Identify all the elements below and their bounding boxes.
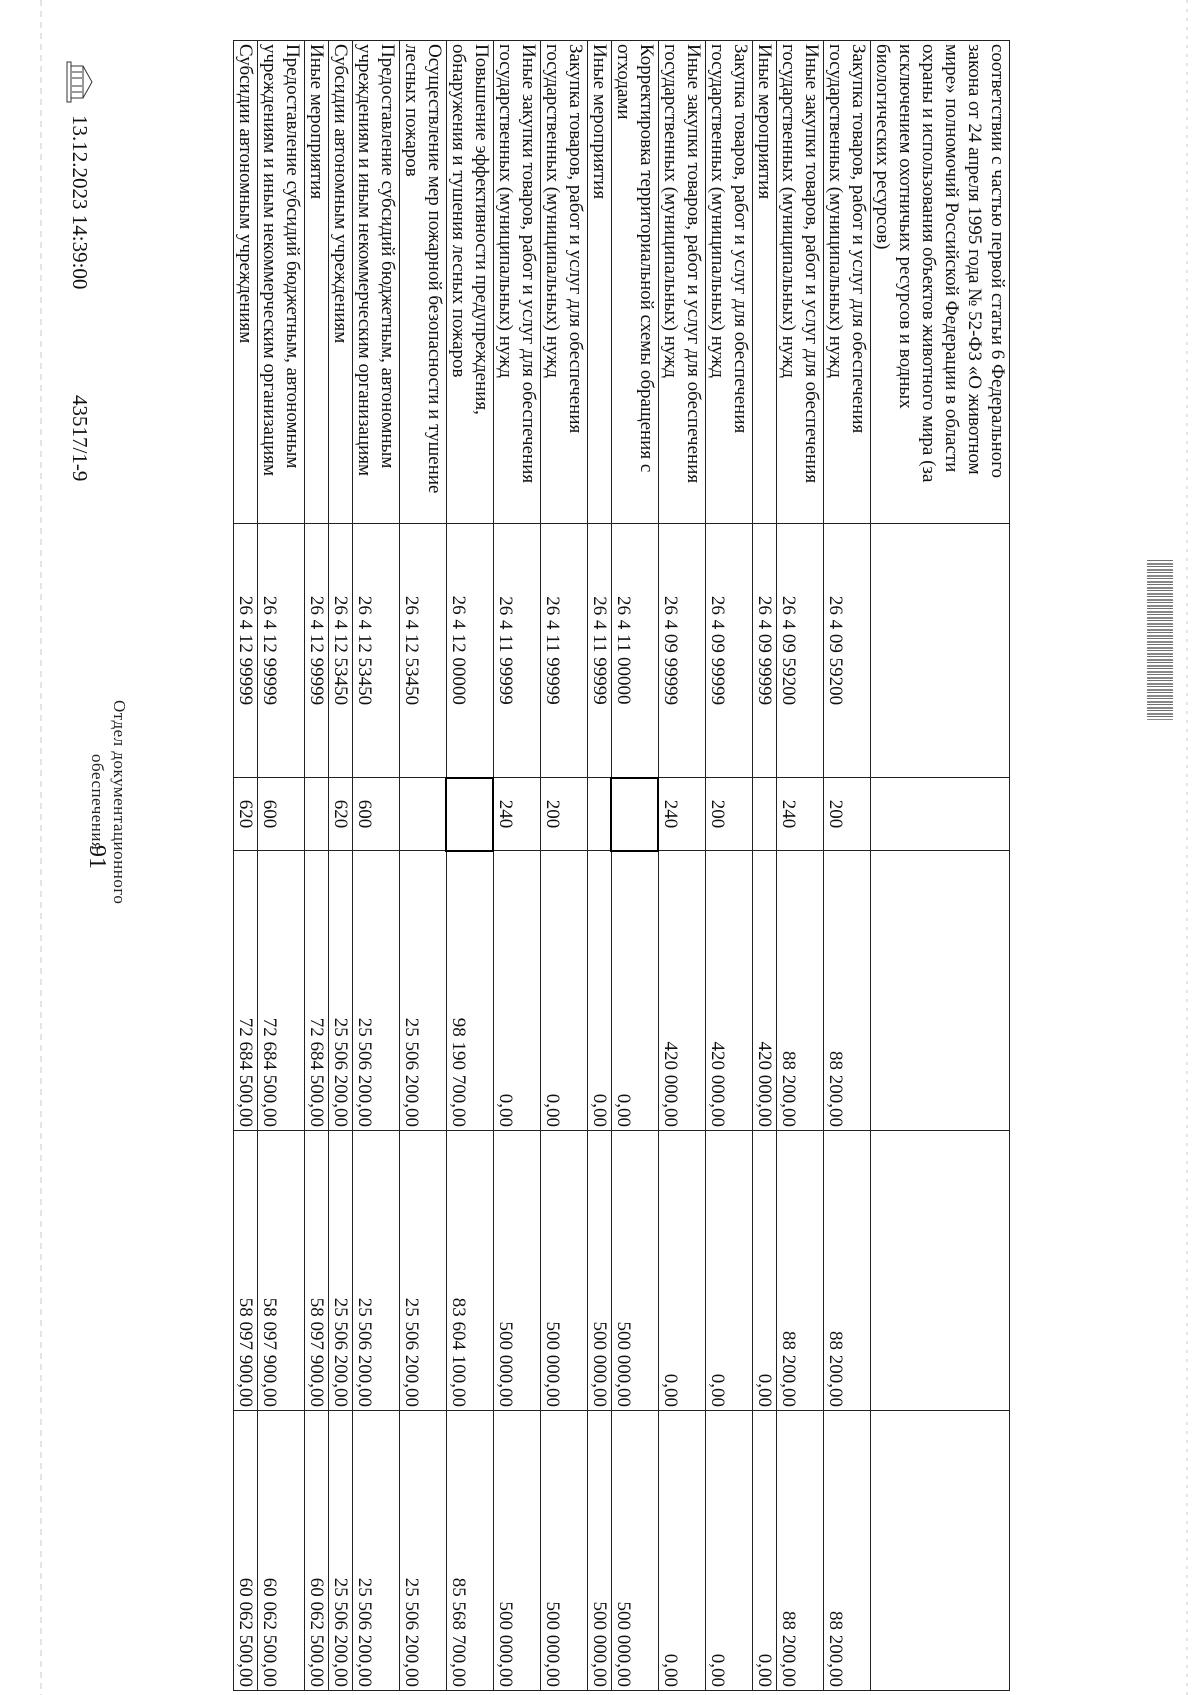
page-number: 91 (84, 845, 110, 869)
row-amount-year1-cell: 0,00 (494, 851, 541, 1131)
row-name-cell: Закупка товаров, работ и услуг для обеспечения государственных (муниципальных) нужд (541, 41, 588, 524)
row-code-cell: 26 4 12 99999 (305, 524, 329, 778)
row-name-cell: Иные закупки товаров, работ и услуг для обеспечения государственных (муниципальных) нужд (494, 41, 541, 524)
row-code-cell: 26 4 09 59200 (824, 524, 871, 778)
row-amount-year3-cell: 0,00 (659, 1411, 706, 1691)
row-name-cell: Предоставление субсидий бюджетным, автономным учреждениям и иным некоммерческим организациям (258, 41, 305, 524)
table-row (824, 41, 871, 1691)
row-amount-year3-cell: 60 062 500,00 (305, 1411, 329, 1691)
row-name-cell: Закупка товаров, работ и услуг для обеспечения государственных (муниципальных) нужд (824, 41, 871, 524)
row-amount-year3-cell: 500 000,00 (541, 1411, 588, 1691)
row-amount-year1-cell: 0,00 (541, 851, 588, 1131)
row-amount-year2-cell: 0,00 (706, 1131, 753, 1411)
row-amount-year3-cell: 0,00 (706, 1411, 753, 1691)
row-expense-type-cell (588, 778, 612, 851)
row-amount-year1-cell: 72 684 500,00 (258, 851, 305, 1131)
row-amount-year2-cell: 25 506 200,00 (329, 1131, 353, 1411)
table-row (447, 41, 494, 1691)
rotated-page (50, 40, 1200, 1690)
row-expense-type-cell (753, 778, 777, 851)
row-amount-year1-cell: 72 684 500,00 (305, 851, 329, 1131)
row-amount-year3-cell (871, 1411, 1010, 1691)
table-row (588, 41, 612, 1691)
row-name-cell: Субсидии автономным учреждениям (329, 41, 353, 524)
row-name-cell: Иные мероприятия (588, 41, 612, 524)
row-expense-type-cell: 600 (258, 778, 305, 851)
table-row (871, 41, 1010, 1691)
row-amount-year3-cell: 60 062 500,00 (234, 1411, 258, 1691)
row-amount-year1-cell: 0,00 (588, 851, 612, 1131)
row-amount-year2-cell: 500 000,00 (541, 1131, 588, 1411)
row-expense-type-cell (447, 778, 494, 851)
row-code-cell: 26 4 12 00000 (447, 524, 494, 778)
row-expense-type-cell: 620 (234, 778, 258, 851)
row-amount-year3-cell: 25 506 200,00 (353, 1411, 400, 1691)
row-amount-year3-cell: 60 062 500,00 (258, 1411, 305, 1691)
row-name-cell: Иные мероприятия (305, 41, 329, 524)
row-name-cell: Субсидии автономным учреждениям (234, 41, 258, 524)
row-code-cell: 26 4 12 99999 (258, 524, 305, 778)
row-amount-year2-cell: 83 604 100,00 (447, 1131, 494, 1411)
scan-edge-artifact (40, 0, 42, 1695)
row-code-cell: 26 4 12 53450 (353, 524, 400, 778)
row-amount-year3-cell: 500 000,00 (612, 1411, 659, 1691)
row-amount-year2-cell: 25 506 200,00 (353, 1131, 400, 1411)
row-amount-year1-cell: 98 190 700,00 (447, 851, 494, 1131)
table-row (753, 41, 777, 1691)
row-amount-year3-cell: 500 000,00 (494, 1411, 541, 1691)
row-amount-year1-cell: 88 200,00 (824, 851, 871, 1131)
row-amount-year2-cell: 58 097 900,00 (258, 1131, 305, 1411)
building-logo-icon (65, 60, 95, 104)
row-code-cell: 26 4 11 99999 (494, 524, 541, 778)
row-amount-year3-cell: 85 568 700,00 (447, 1411, 494, 1691)
row-amount-year1-cell: 88 200,00 (777, 851, 824, 1131)
row-amount-year1-cell: 0,00 (612, 851, 659, 1131)
row-name-cell: Закупка товаров, работ и услуг для обеспечения государственных (муниципальных) нужд (706, 41, 753, 524)
row-amount-year1-cell: 72 684 500,00 (234, 851, 258, 1131)
row-amount-year2-cell: 25 506 200,00 (400, 1131, 447, 1411)
row-code-cell: 26 4 09 99999 (753, 524, 777, 778)
row-amount-year2-cell: 88 200,00 (777, 1131, 824, 1411)
row-name-cell: Предоставление субсидий бюджетным, автономным учреждениям и иным некоммерческим организациям (353, 41, 400, 524)
row-name-cell: соответствии с частью первой статьи 6 Федерального закона от 24 апреля 1995 года № 52-ФЗ «О животном мире» полномочий Российской Федерации в области охраны и использования объектов животного мира (за исключением охотничьих ресурсов и водных биологических ресурсов) (871, 41, 1010, 524)
row-expense-type-cell: 620 (329, 778, 353, 851)
row-expense-type-cell: 600 (353, 778, 400, 851)
table-row (659, 41, 706, 1691)
row-name-cell: Иные мероприятия (753, 41, 777, 524)
row-amount-year3-cell: 25 506 200,00 (400, 1411, 447, 1691)
table-row (541, 41, 588, 1691)
row-amount-year3-cell: 88 200,00 (777, 1411, 824, 1691)
row-amount-year1-cell: 420 000,00 (706, 851, 753, 1131)
row-expense-type-cell: 240 (777, 778, 824, 851)
row-expense-type-cell: 200 (541, 778, 588, 851)
row-name-cell: Повышение эффективности предупреждения, обнаружения и тушения лесных пожаров (447, 41, 494, 524)
document-code: 43517/1-9 (68, 395, 92, 482)
table-row (494, 41, 541, 1691)
row-amount-year2-cell: 0,00 (753, 1131, 777, 1411)
table-row (400, 41, 447, 1691)
row-amount-year2-cell: 500 000,00 (494, 1131, 541, 1411)
row-code-cell: 26 4 11 99999 (541, 524, 588, 778)
row-amount-year2-cell: 88 200,00 (824, 1131, 871, 1411)
print-date: 13.12.2023 14:39:00 (68, 115, 92, 290)
row-code-cell: 26 4 09 59200 (777, 524, 824, 778)
row-expense-type-cell: 200 (706, 778, 753, 851)
row-code-cell (871, 524, 1010, 778)
row-amount-year1-cell: 25 506 200,00 (329, 851, 353, 1131)
row-name-cell: Корректировка территориальной схемы обращения с отходами (612, 41, 659, 524)
row-code-cell: 26 4 11 99999 (588, 524, 612, 778)
row-amount-year1-cell: 420 000,00 (753, 851, 777, 1131)
row-amount-year3-cell: 25 506 200,00 (329, 1411, 353, 1691)
row-name-cell: Иные закупки товаров, работ и услуг для обеспечения государственных (муниципальных) нужд (777, 41, 824, 524)
row-amount-year1-cell (871, 851, 1010, 1131)
row-amount-year2-cell: 0,00 (659, 1131, 706, 1411)
stamp-line: обеспечения (88, 754, 107, 851)
row-amount-year2-cell (871, 1131, 1010, 1411)
row-amount-year2-cell: 500 000,00 (588, 1131, 612, 1411)
row-amount-year1-cell: 25 506 200,00 (353, 851, 400, 1131)
row-code-cell: 26 4 11 00000 (612, 524, 659, 778)
row-code-cell: 26 4 09 99999 (706, 524, 753, 778)
row-expense-type-cell: 240 (659, 778, 706, 851)
row-name-cell: Осуществление мер пожарной безопасности и тушение лесных пожаров (400, 41, 447, 524)
row-name-cell: Иные закупки товаров, работ и услуг для обеспечения государственных (муниципальных) нужд (659, 41, 706, 524)
row-code-cell: 26 4 12 53450 (329, 524, 353, 778)
row-amount-year3-cell: 0,00 (753, 1411, 777, 1691)
row-amount-year2-cell: 58 097 900,00 (234, 1131, 258, 1411)
row-code-cell: 26 4 12 53450 (400, 524, 447, 778)
row-expense-type-cell: 200 (824, 778, 871, 851)
table-row (777, 41, 824, 1691)
row-amount-year2-cell: 58 097 900,00 (305, 1131, 329, 1411)
row-amount-year2-cell: 500 000,00 (612, 1131, 659, 1411)
row-expense-type-cell: 240 (494, 778, 541, 851)
row-amount-year1-cell: 25 506 200,00 (400, 851, 447, 1131)
row-amount-year3-cell: 500 000,00 (588, 1411, 612, 1691)
row-amount-year1-cell: 420 000,00 (659, 851, 706, 1131)
table-row (706, 41, 753, 1691)
department-stamp (86, 700, 130, 904)
row-expense-type-cell (871, 778, 1010, 851)
row-code-cell: 26 4 09 99999 (659, 524, 706, 778)
row-code-cell: 26 4 12 99999 (234, 524, 258, 778)
row-expense-type-cell (400, 778, 447, 851)
stamp-line: Отдел документационного (110, 700, 129, 905)
row-expense-type-cell (612, 778, 659, 851)
row-amount-year3-cell: 88 200,00 (824, 1411, 871, 1691)
table-row (612, 41, 659, 1691)
page-footer (60, 40, 400, 1690)
